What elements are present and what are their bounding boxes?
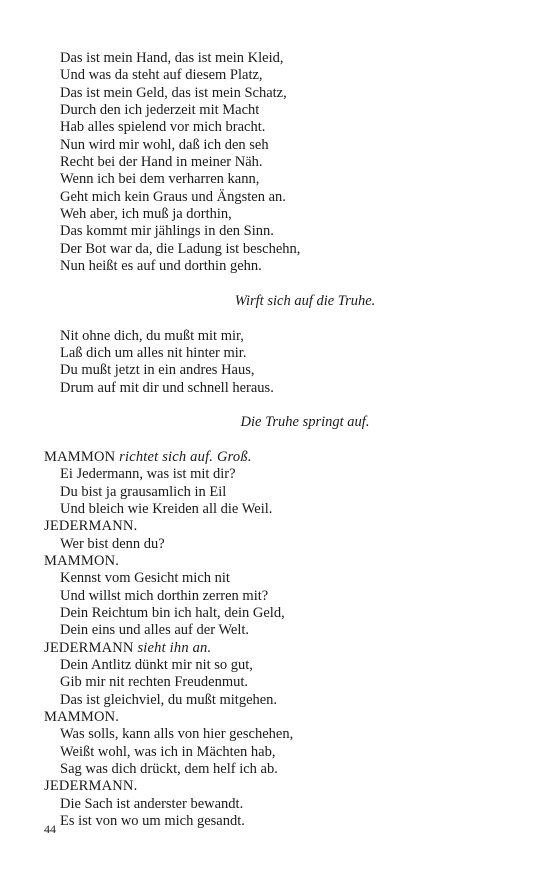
speaker-heading — [44, 709, 514, 726]
verse-line: Wenn ich bei dem verharren kann, — [60, 171, 260, 188]
verse-line: Du bist ja grausamlich in Eil — [60, 483, 227, 500]
verse-line: Der Bot war da, die Ladung ist beschehn, — [60, 240, 301, 257]
verse-line: Kennst vom Gesicht mich nit — [60, 570, 230, 587]
speaker-direction: richtet sich auf. Groß. — [119, 448, 252, 465]
verse-line: Wer bist denn du? — [60, 535, 165, 552]
verse-line: Du mußt jetzt in ein andres Haus, — [60, 362, 255, 379]
verse-line: Und bleich wie Kreiden all die Weil. — [60, 500, 273, 517]
verse-line: Nit ohne dich, du mußt mit mir, — [60, 327, 244, 344]
play-text — [44, 50, 514, 830]
verse-line: Geht mich kein Graus und Ängsten an. — [60, 188, 286, 205]
speaker-heading — [44, 553, 514, 570]
verse-line: Das kommt mir jählings in den Sinn. — [60, 223, 274, 240]
stage-direction: Die Truhe springt auf. — [240, 414, 370, 431]
speaker-name: MAMMON. — [44, 552, 120, 569]
verse-line: Durch den ich jederzeit mit Macht — [60, 102, 260, 119]
speaker-heading — [44, 778, 514, 795]
speaker-name: JEDERMANN. — [44, 778, 138, 795]
verse-line: Nun heißt es auf und dorthin gehn. — [60, 258, 262, 275]
verse-line: Und was da steht auf diesem Platz, — [60, 67, 263, 84]
verse-line: Gib mir nit rechten Freudenmut. — [60, 674, 249, 691]
verse-line: Und willst mich dorthin zerren mit? — [60, 587, 269, 604]
verse-line: Dein eins und alles auf der Welt. — [60, 622, 250, 639]
spacer — [44, 432, 514, 449]
spacer — [44, 397, 514, 414]
verse-line: Das ist mein Hand, das ist mein Kleid, — [60, 50, 284, 66]
verse-line: Dein Reichtum bin ich halt, dein Geld, — [60, 605, 285, 621]
spacer — [44, 275, 514, 292]
verse-line: Nun wird mir wohl, daß ich den seh — [60, 136, 269, 153]
stage-direction: Wirft sich auf die Truhe. — [234, 292, 376, 309]
verse-line: Laß dich um alles nit hinter mir. — [60, 344, 247, 361]
speaker-heading — [44, 449, 514, 466]
verse-line: Sag was dich drückt, dem helf ich ab. — [60, 761, 278, 778]
spacer — [44, 310, 514, 327]
speaker-name: JEDERMANN. — [44, 518, 138, 535]
verse-line: Das ist mein Geld, das ist mein Schatz, — [60, 84, 287, 101]
speaker-name: MAMMON. — [44, 709, 120, 726]
speaker-direction: sieht ihn an. — [137, 639, 212, 656]
speaker-heading — [44, 518, 514, 535]
verse-line: Ei Jedermann, was ist mit dir? — [60, 466, 236, 483]
verse-line: Weißt wohl, was ich in Mächten hab, — [60, 743, 276, 760]
page-number: 44 — [44, 822, 56, 836]
verse-line: Es ist von wo um mich gesandt. — [60, 813, 245, 830]
speaker-heading — [44, 640, 514, 657]
verse-line: Dein Antlitz dünkt mir nit so gut, — [60, 657, 253, 674]
verse-line: Weh aber, ich muß ja dorthin, — [60, 206, 232, 223]
speaker-name: MAMMON — [44, 448, 116, 465]
verse-line: Recht bei der Hand in meiner Näh. — [60, 154, 263, 171]
speaker-name: JEDERMANN — [44, 639, 134, 656]
verse-line: Die Sach ist anderster bewandt. — [60, 795, 244, 812]
verse-line: Hab alles spielend vor mich bracht. — [60, 119, 266, 136]
verse-line: Drum auf mit dir und schnell heraus. — [60, 379, 274, 396]
verse-line: Was solls, kann alls von hier geschehen, — [60, 726, 294, 743]
verse-line: Das ist gleichviel, du mußt mitgehen. — [60, 691, 278, 708]
